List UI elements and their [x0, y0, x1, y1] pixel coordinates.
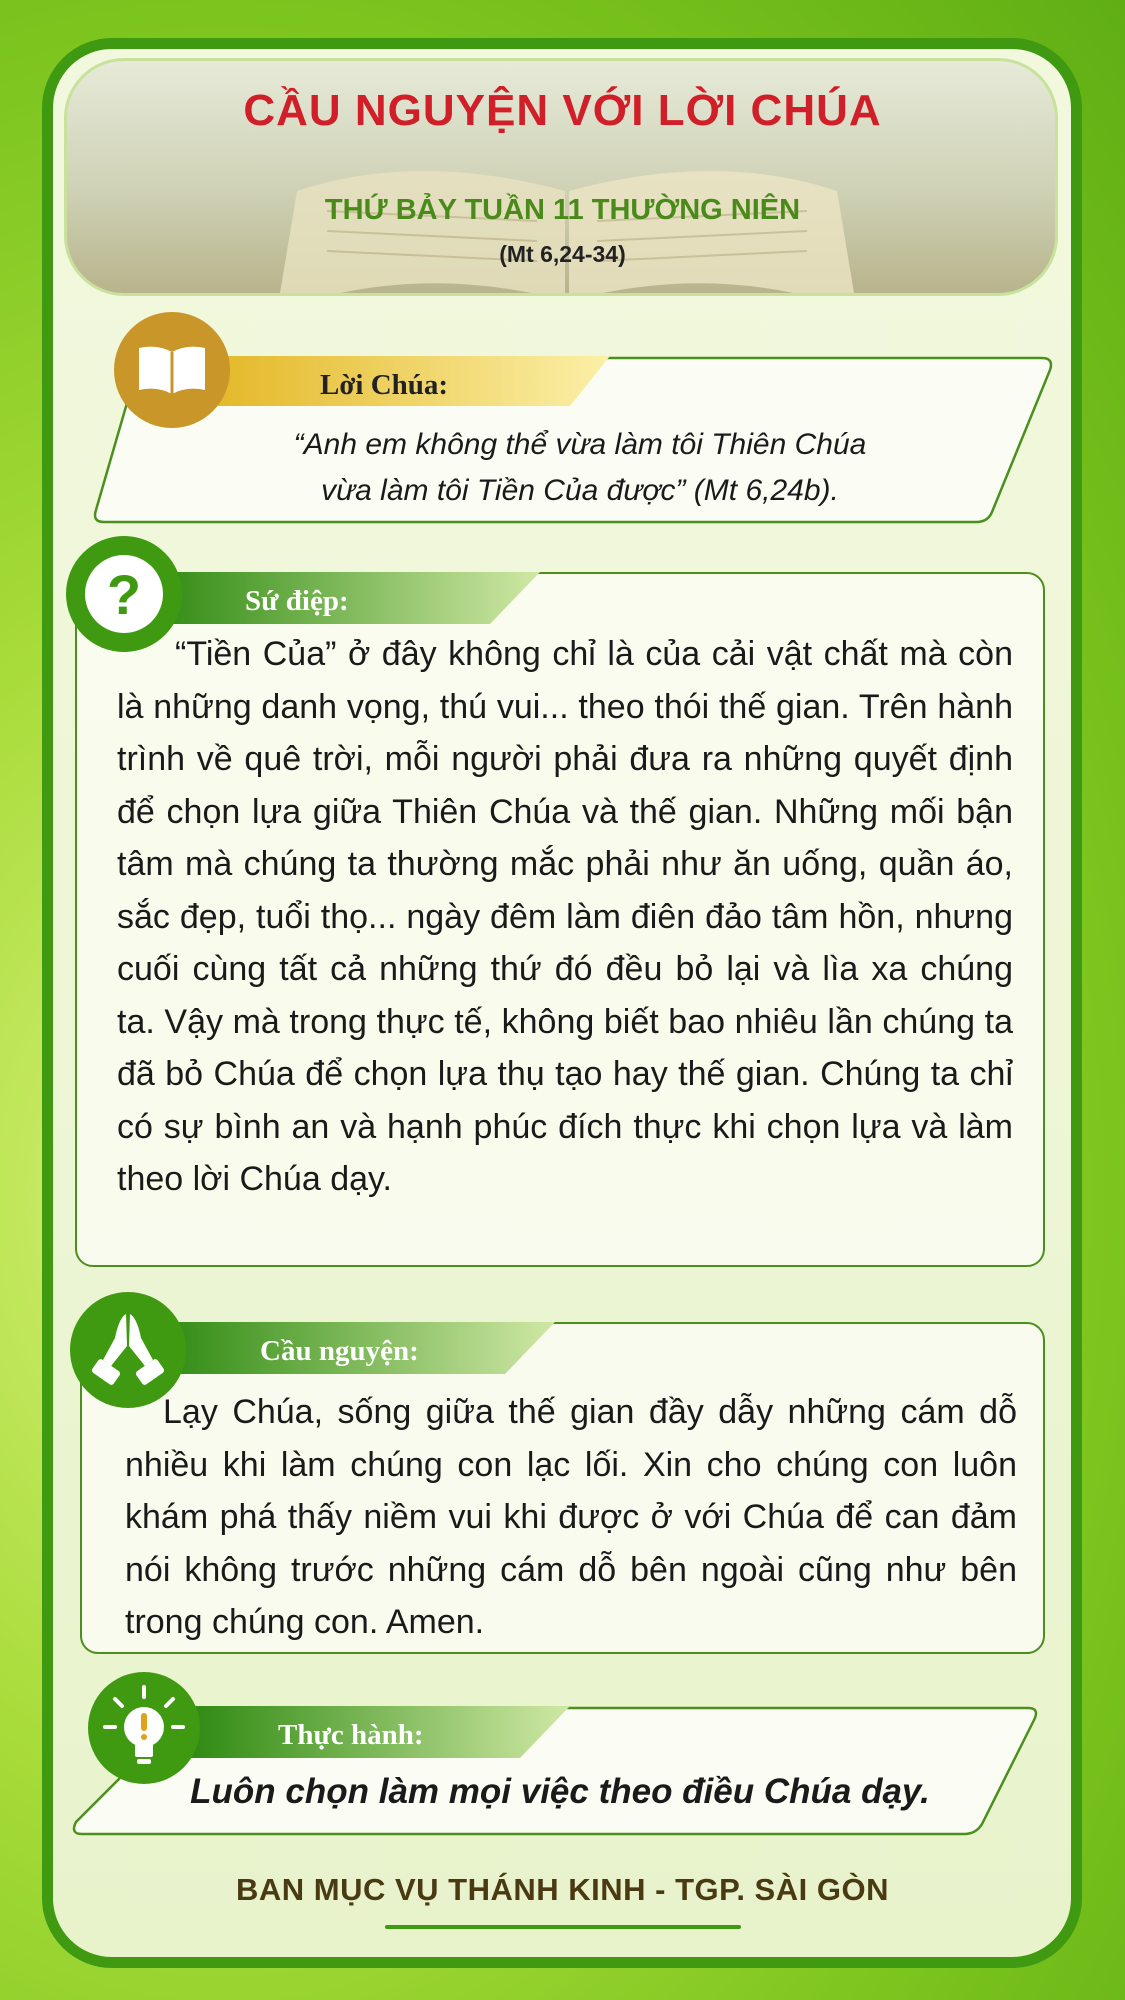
scripture-reference: (Mt 6,24-34): [499, 241, 626, 267]
practice-icon-circle: [88, 1672, 200, 1784]
open-book-icon: [135, 342, 209, 398]
practice-text: Luôn chọn làm mọi việc theo điều Chúa dạy.: [190, 1772, 930, 1811]
quote-line-1: “Anh em không thể vừa làm tôi Thiên Chúa: [293, 428, 867, 461]
prayer-text: Lạy Chúa, sống giữa thế gian đầy dẫy những cám dỗ nhiều khi làm chúng con lạc lối. Xin cho chúng con luôn khám phá thấy niềm vui khi được ở với Chúa để can đảm nói không trước những cám dỗ bên ngoài cũng như bên trong chúng con. Amen.: [125, 1393, 1017, 1641]
lightbulb-icon: [99, 1683, 189, 1773]
footer-text: BAN MỤC VỤ THÁNH KINH - TGP. SÀI GÒN: [236, 1872, 889, 1907]
praying-hands-icon: [89, 1310, 167, 1390]
word-quote: [200, 422, 960, 514]
practice-label: Thực hành:: [278, 1719, 424, 1751]
word-label: Lời Chúa:: [320, 369, 449, 401]
word-icon-circle: [114, 312, 230, 428]
prayer-label: Cầu nguyện:: [260, 1335, 419, 1367]
message-text: “Tiền Của” ở đây không chỉ là của cải vật chất mà còn là những danh vọng, thú vui... theo thói thế gian. Trên hành trình về quê trời, mỗi người phải đưa ra những quyết định để chọn lựa giữa Thiên Chúa và thế gian. Những mối bận tâm mà chúng ta thường mắc phải như ăn uống, quần áo, sắc đẹp, tuổi thọ... ngày đêm làm điên đảo tâm hồn, nhưng cuối cùng tất cả những thứ đó đều bỏ lại và lìa xa chúng ta. Vậy mà trong thực tế, không biết bao nhiêu lần chúng ta đã bỏ Chúa để chọn lựa thụ tạo hay thế gian. Chúng ta chỉ có sự bình an và hạnh phúc đích thực khi chọn lựa và làm theo lời Chúa dạy.: [117, 635, 1013, 1198]
question-icon: ?: [85, 555, 163, 633]
quote-line-2: vừa làm tôi Tiền Của được” (Mt 6,24b).: [321, 474, 839, 507]
footer-underline: [385, 1925, 741, 1929]
page-title: CẦU NGUYỆN VỚI LỜI CHÚA: [243, 86, 882, 135]
message-label: Sứ điệp:: [245, 585, 349, 617]
page-subtitle: THỨ BẢY TUẦN 11 THƯỜNG NIÊN: [324, 194, 801, 226]
